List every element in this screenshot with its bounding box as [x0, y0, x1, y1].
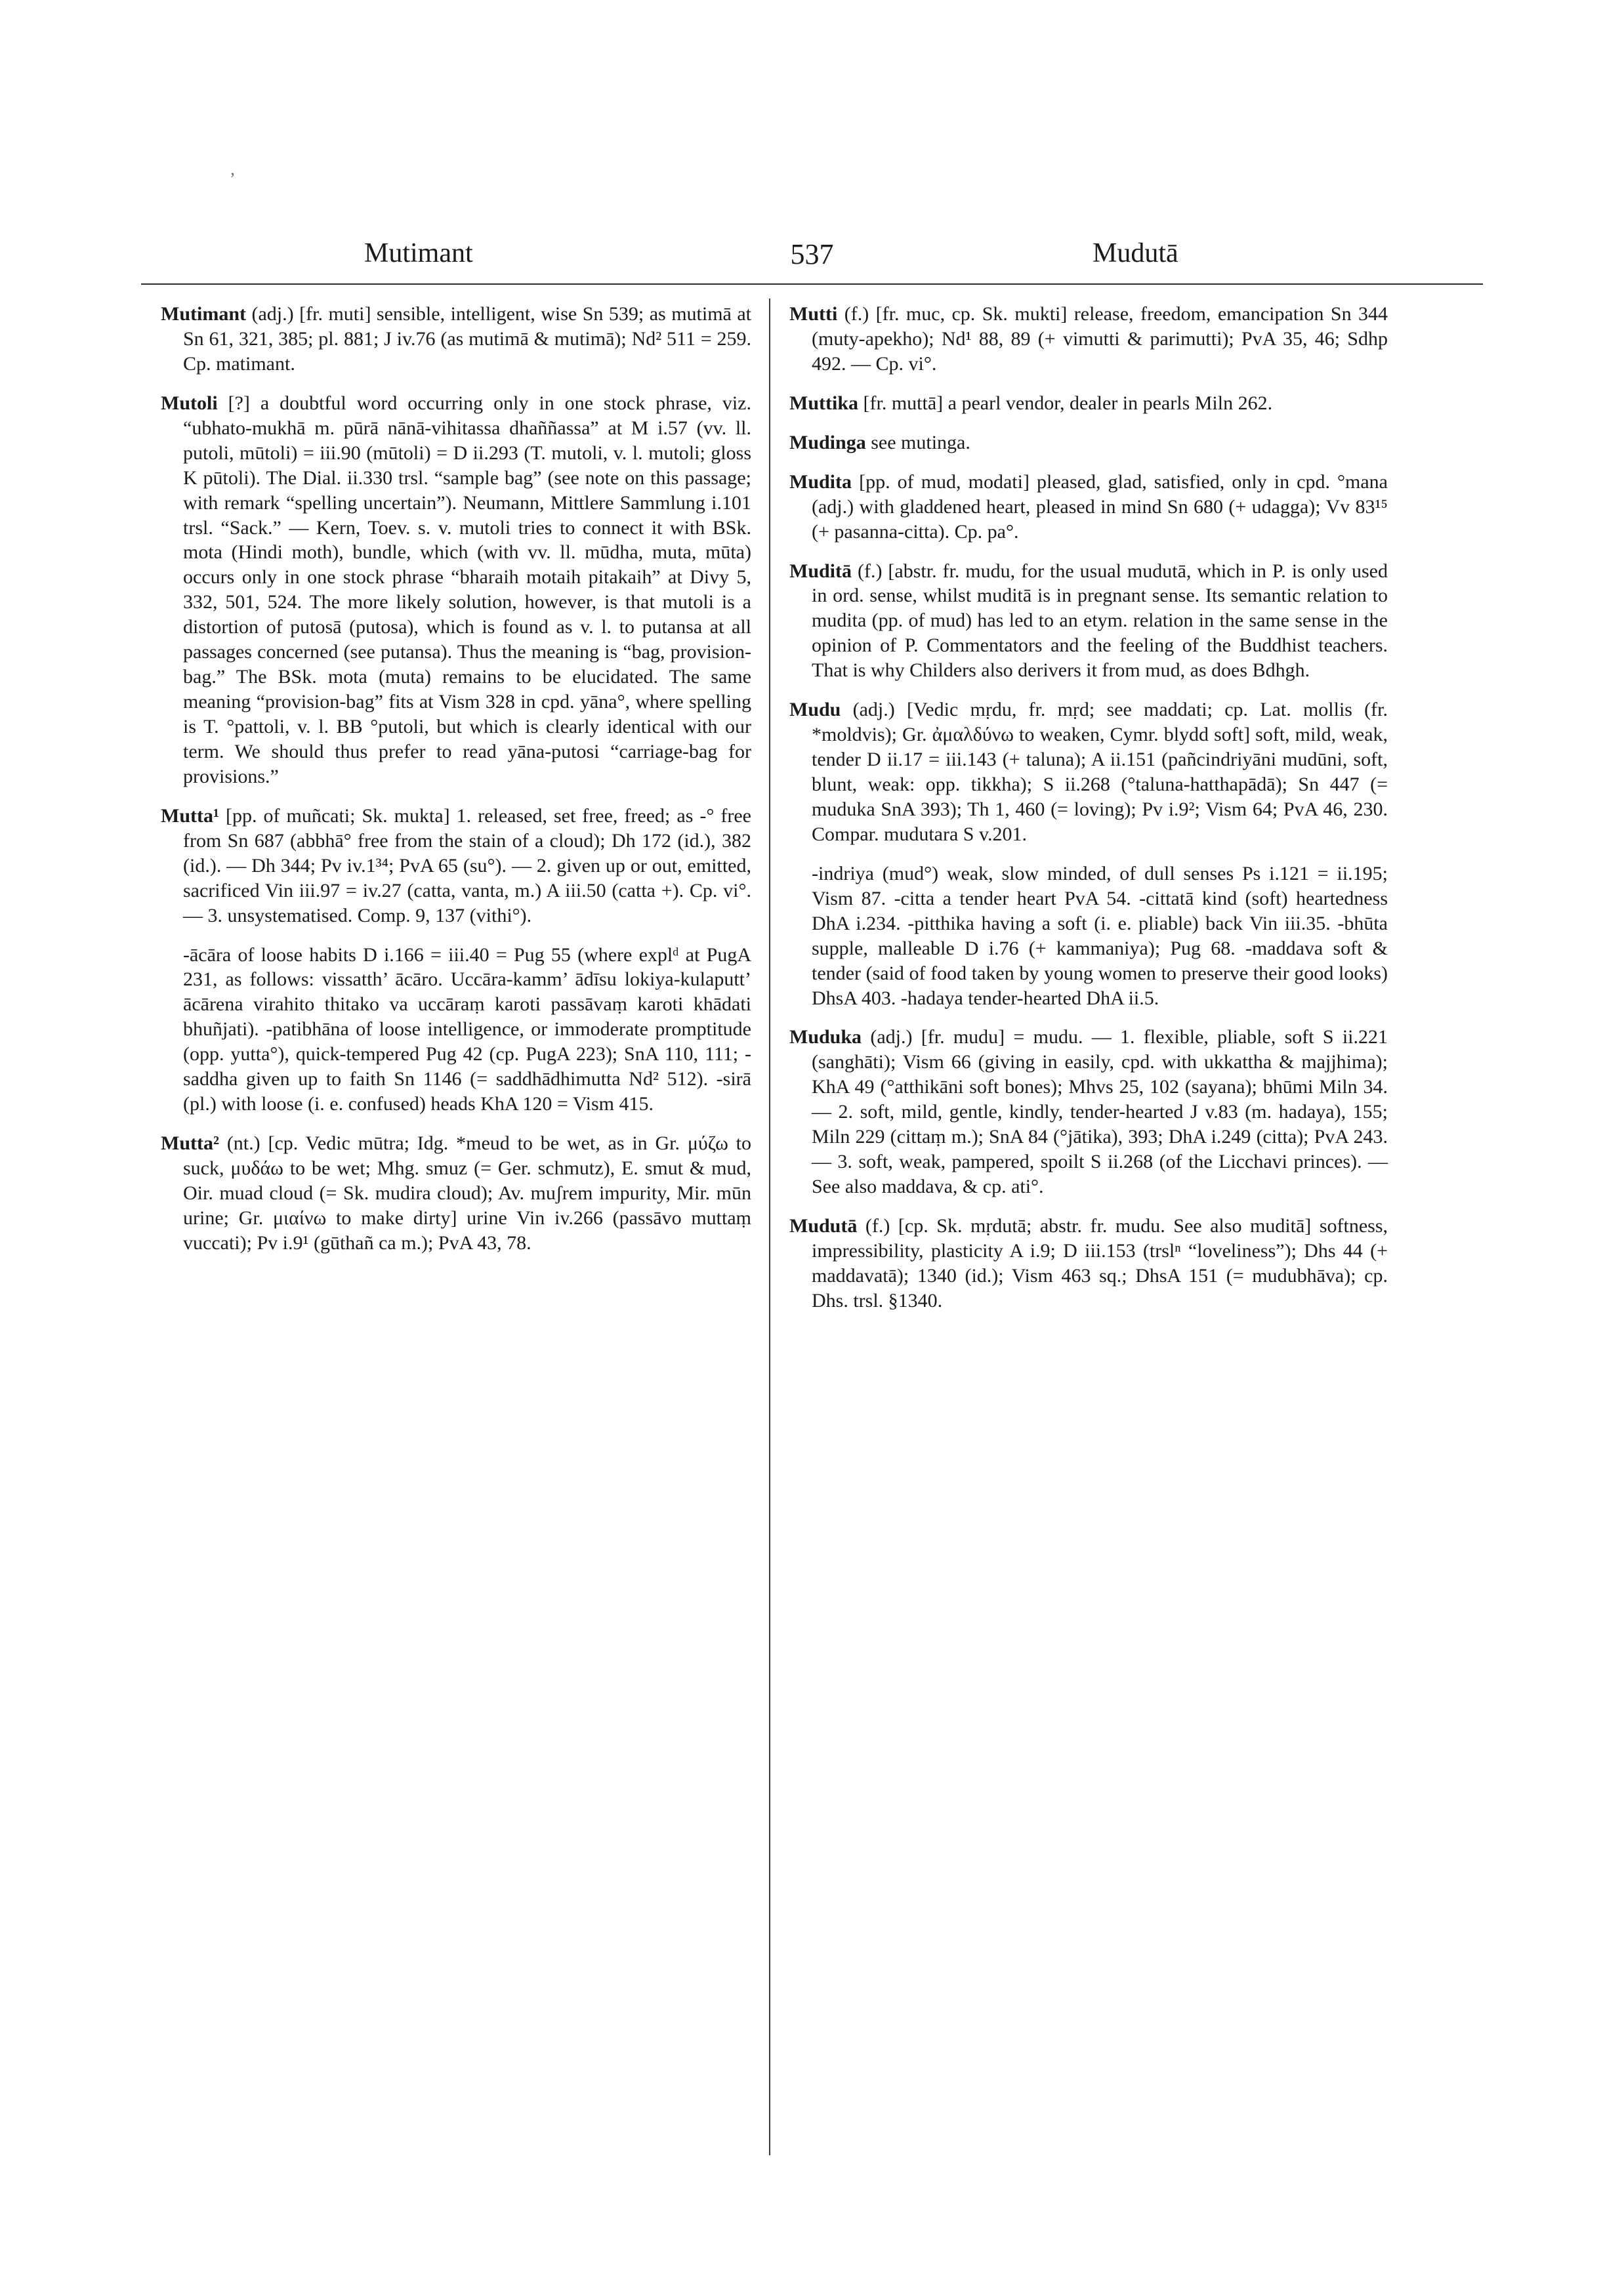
entry-mudita: [789, 470, 1388, 545]
headword: Mudu: [789, 699, 841, 721]
entry-text: (adj.) [Vedic mṛdu, fr. mṛd; see maddati; cp. Lat. mollis (fr. *moldvis); Gr. ἀμαλδύνω to weaken, Cymr. blydd soft] soft, mild, weak, tender D ii.17 = iii.143 (+ taluna); A ii.151 (pañcindriyāni mudūni, soft, blunt, weak: opp. tikkha); S ii.268 (°taluna-hatthapādā); Sn 447 (= muduka SnA 393); Th 1, 460 (= loving); Pv i.9²; Vism 64; PvA 46, 230. Compar. mudutara S v.201.: [812, 699, 1388, 845]
headword: Muttika: [789, 392, 858, 414]
header-rule: [141, 283, 1483, 285]
headword: Mutta²: [161, 1132, 219, 1155]
headword: Mutimant: [161, 303, 246, 325]
entry-muttika: [789, 391, 1388, 416]
entry-mudu-compounds: -indriya (mud°) weak, slow minded, of dull senses Ps i.121 = ii.195; Vism 87. -citta a tender heart PvA 54. -cittatā kind (soft) heartedness DhA i.234. -pitthika having a soft (i. e. pliable) back Vin iii.35. -bhūta supple, malleable D i.76 (+ kammaniya); Pug 68. -maddava soft & tender (said of food taken by young women to preserve their good looks) DhsA 403. -hadaya tender-hearted DhA ii.5.: [812, 862, 1388, 1009]
entry-mutta-1: [161, 804, 751, 928]
left-column: [161, 302, 751, 1270]
entry-text: (nt.) [cp. Vedic mūtra; Idg. *meud to be wet, as in Gr. μύζω to suck, μυδάω to be wet; Mhg. smuz (= Ger. schmutz), E. smut & mud, Oir. muad cloud (= Sk. mudira cloud); Av. muʃrem impurity, Mir. mūn urine; Gr. μιαίνω to make dirty] urine Vin iv.266 (passāvo muttaṃ vuccati); Pv i.9¹ (gūthañ ca m.); PvA 43, 78.: [183, 1132, 752, 1254]
headword: Mudinga: [789, 431, 866, 453]
headword: Mutta¹: [161, 804, 219, 827]
entry-text: [fr. muttā] a pearl vendor, dealer in pearls Miln 262.: [863, 392, 1273, 414]
entry-mudu: [789, 697, 1388, 847]
entry-muduka: [789, 1025, 1388, 1199]
headword: Mutti: [789, 303, 838, 325]
entry-mutimant: [161, 302, 751, 377]
headword: Mudutā: [789, 1215, 858, 1237]
entry-text: [?] a doubtful word occurring only in one stock phrase, viz. “ubhato-mukhā m. pūrā nānā-vihitassa dhaññassa” at M i.57 (vv. ll. putoli, mūtoli) = iii.90 (mūtoli) = D ii.293 (T. mutoli, v. l. mutoli; gloss K pūtoli). The Dial. ii.330 trsl. “sample bag” (see note on this passage; with remark “spelling uncertain”). Neumann, Mittlere Sammlung i.101 trsl. “Sack.” — Kern, Toev. s. v. mutoli tries to connect it with BSk. mota (Hindi moth), bundle, which (with vv. ll. mūdha, muta, mūta) occurs only in one stock phrase “bharaih motaih pitakaih” at Divy 5, 332, 501, 524. The more likely solution, however, is that mutoli is a distortion of putosā (putosa), which is found as v. l. to putansa at all passages concerned (see putansa). Thus the meaning is “bag, provision-bag.” The BSk. mota (muta) remains to be elucidated. The same meaning “provision-bag” fits at Vism 328 in cpd. yāna°, where spelling is T. °pattoli, v. l. BB °putoli, but which is clearly identical with our term. We should thus prefer to read yāna-putosi “carriage-bag for provisions.”: [183, 392, 752, 787]
entry-text: (adj.) [fr. mudu] = mudu. — 1. flexible, pliable, soft S ii.221 (sanghāti); Vism 66 (giving in easily, cpd. with ukkattha & majjhima); KhA 49 (°atthikāni soft bones); Mhvs 25, 102 (sayana); bhūmi Miln 34. — 2. soft, mild, gentle, kindly, tender-hearted J v.83 (m. hadaya), 155; Miln 229 (cittaṃ m.); SnA 84 (°jātika), 393; DhA i.249 (citta); PvA 243. — 3. soft, weak, pampered, spoilt S ii.268 (of the Licchavi princes). — See also maddava, & cp. ati°.: [812, 1026, 1388, 1198]
entry-text: [pp. of muñcati; Sk. mukta] 1. released, set free, freed; as -° free from Sn 687 (abbhā° free from the stain of a cloud); Dh 172 (id.), 382 (id.). — Dh 344; Pv iv.1³⁴; PvA 65 (su°). — 2. given up or out, emitted, sacrificed Vin iii.97 = iv.27 (catta, vanta, m.) A iii.50 (catta +). Cp. vi°. — 3. unsystematised. Comp. 9, 137 (vithi°).: [183, 804, 751, 926]
entry-text: [pp. of mud, modati] pleased, glad, satisfied, only in cpd. °mana (adj.) with gladdened heart, pleased in mind Sn 680 (+ udagga); Vv 83¹⁵ (+ pasanna-citta). Cp. pa°.: [812, 470, 1388, 543]
headword: Muditā: [789, 560, 852, 582]
column-divider: [769, 299, 770, 2155]
right-column: [789, 302, 1388, 1328]
running-head-right: Mudutā: [1093, 238, 1178, 268]
running-head-left: Mutimant: [364, 238, 473, 268]
entry-text: (f.) [cp. Sk. mṛdutā; abstr. fr. mudu. See also muditā] softness, impressibility, plasticity A i.9; D iii.153 (trslⁿ “loveliness”); Dhs 44 (+ maddavatā); 1340 (id.); Vism 463 sq.; DhsA 151 (= mudubhāva); cp. Dhs. trsl. §1340.: [812, 1215, 1388, 1312]
entry-text: see mutinga.: [871, 431, 970, 453]
entry-mutta-1-compounds: -ācāra of loose habits D i.166 = iii.40 = Pug 55 (where explᵈ at PugA 231, as follows: vissatth’ ācāro. Uccāra-kamm’ ādīsu lokiya-kulaputt’ ācārena virahito thitako va uccāraṃ karoti passāvaṃ karoti khādati bhuñjati). -patibhāna of loose intelligence, or immoderate promptitude (opp. yutta°), quick-tempered Pug 42 (cp. PugA 223); SnA 110, 111; -saddha given up to faith Sn 1146 (= saddhādhimutta Nd² 512). -sirā (pl.) with loose (i. e. confused) heads KhA 120 = Vism 415.: [183, 943, 751, 1115]
headword: Muduka: [789, 1026, 862, 1048]
entry-mutti: [789, 302, 1388, 377]
page-mark: ’: [230, 169, 236, 188]
entry-mudita-f: [789, 559, 1388, 684]
entry-mutoli: [161, 391, 751, 789]
running-head: [141, 238, 1483, 283]
entry-muduta: [789, 1214, 1388, 1313]
entry-text: (f.) [fr. muc, cp. Sk. mukti] release, freedom, emancipation Sn 344 (muty-apekho); Nd¹ 88, 89 (+ vimutti & parimutti); PvA 35, 46; Sdhp 492. — Cp. vi°.: [812, 303, 1388, 375]
page-number: 537: [790, 238, 834, 270]
entry-mudinga: [789, 430, 1388, 455]
headword: Mutoli: [161, 392, 218, 414]
entry-mutta-2: [161, 1131, 751, 1256]
headword: Mudita: [789, 470, 852, 493]
entry-text: (adj.) [fr. muti] sensible, intelligent, wise Sn 539; as mutimā at Sn 61, 321, 385; pl. 881; J iv.76 (as mutimā & mutimā); Nd² 511 = 259. Cp. matimant.: [183, 303, 751, 375]
entry-text: (f.) [abstr. fr. mudu, for the usual mudutā, which in P. is only used in ord. sense, whilst muditā is in pregnant sense. Its semantic relation to mudita (pp. of mud) has led to an etym. relation in the same sense in the opinion of P. Commentators and the feeling of the Buddhist teachers. That is why Childers also derivers it from mud, as does Bdhgh.: [812, 560, 1388, 682]
